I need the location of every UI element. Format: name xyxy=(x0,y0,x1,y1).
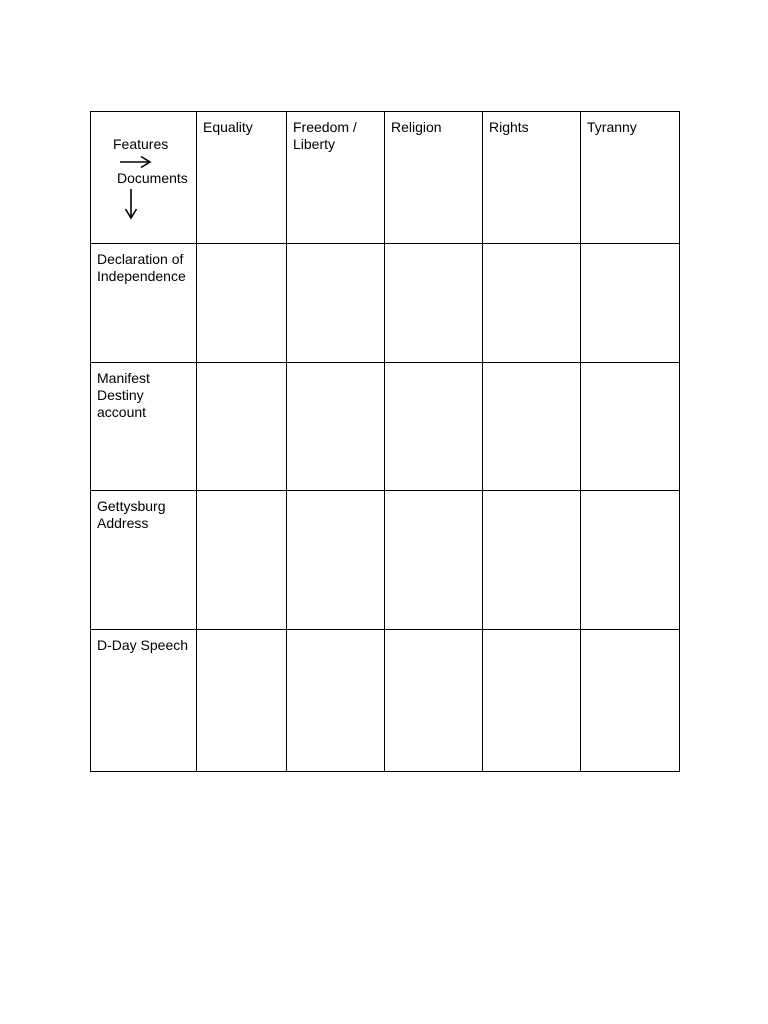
answer-cell[interactable] xyxy=(385,244,483,363)
answer-cell[interactable] xyxy=(483,244,581,363)
documents-label: Documents xyxy=(117,170,188,186)
answer-cell[interactable] xyxy=(483,630,581,772)
answer-cell[interactable] xyxy=(197,363,287,491)
answer-cell[interactable] xyxy=(385,363,483,491)
answer-cell[interactable] xyxy=(197,244,287,363)
right-arrow-icon xyxy=(119,155,153,169)
answer-cell[interactable] xyxy=(287,491,385,630)
answer-cell[interactable] xyxy=(581,491,680,630)
row-header-manifest-destiny-account: Manifest Destiny account xyxy=(91,363,197,491)
table-row xyxy=(91,244,680,363)
answer-cell[interactable] xyxy=(581,363,680,491)
answer-cell[interactable] xyxy=(287,363,385,491)
table-row xyxy=(91,630,680,772)
answer-cell[interactable] xyxy=(483,491,581,630)
row-header-declaration-of-independence: Declaration of Independence xyxy=(91,244,197,363)
header-row xyxy=(91,112,680,244)
answer-cell[interactable] xyxy=(483,363,581,491)
column-header-equality: Equality xyxy=(197,112,287,244)
answer-cell[interactable] xyxy=(287,244,385,363)
table-row xyxy=(91,491,680,630)
down-arrow-icon xyxy=(124,188,138,220)
features-documents-table xyxy=(90,111,680,772)
features-label: Features xyxy=(113,136,169,152)
column-header-freedom-liberty: Freedom / Liberty xyxy=(287,112,385,244)
answer-cell[interactable] xyxy=(385,630,483,772)
answer-cell[interactable] xyxy=(197,630,287,772)
row-header-d-day-speech: D-Day Speech xyxy=(91,630,197,772)
answer-cell[interactable] xyxy=(197,491,287,630)
answer-cell[interactable] xyxy=(581,244,680,363)
answer-cell[interactable] xyxy=(287,630,385,772)
answer-cell[interactable] xyxy=(581,630,680,772)
answer-cell[interactable] xyxy=(385,491,483,630)
row-header-gettysburg-address: Gettysburg Address xyxy=(91,491,197,630)
table-row xyxy=(91,363,680,491)
column-header-religion: Religion xyxy=(385,112,483,244)
column-header-tyranny: Tyranny xyxy=(581,112,680,244)
column-header-rights: Rights xyxy=(483,112,581,244)
corner-cell xyxy=(91,112,197,244)
